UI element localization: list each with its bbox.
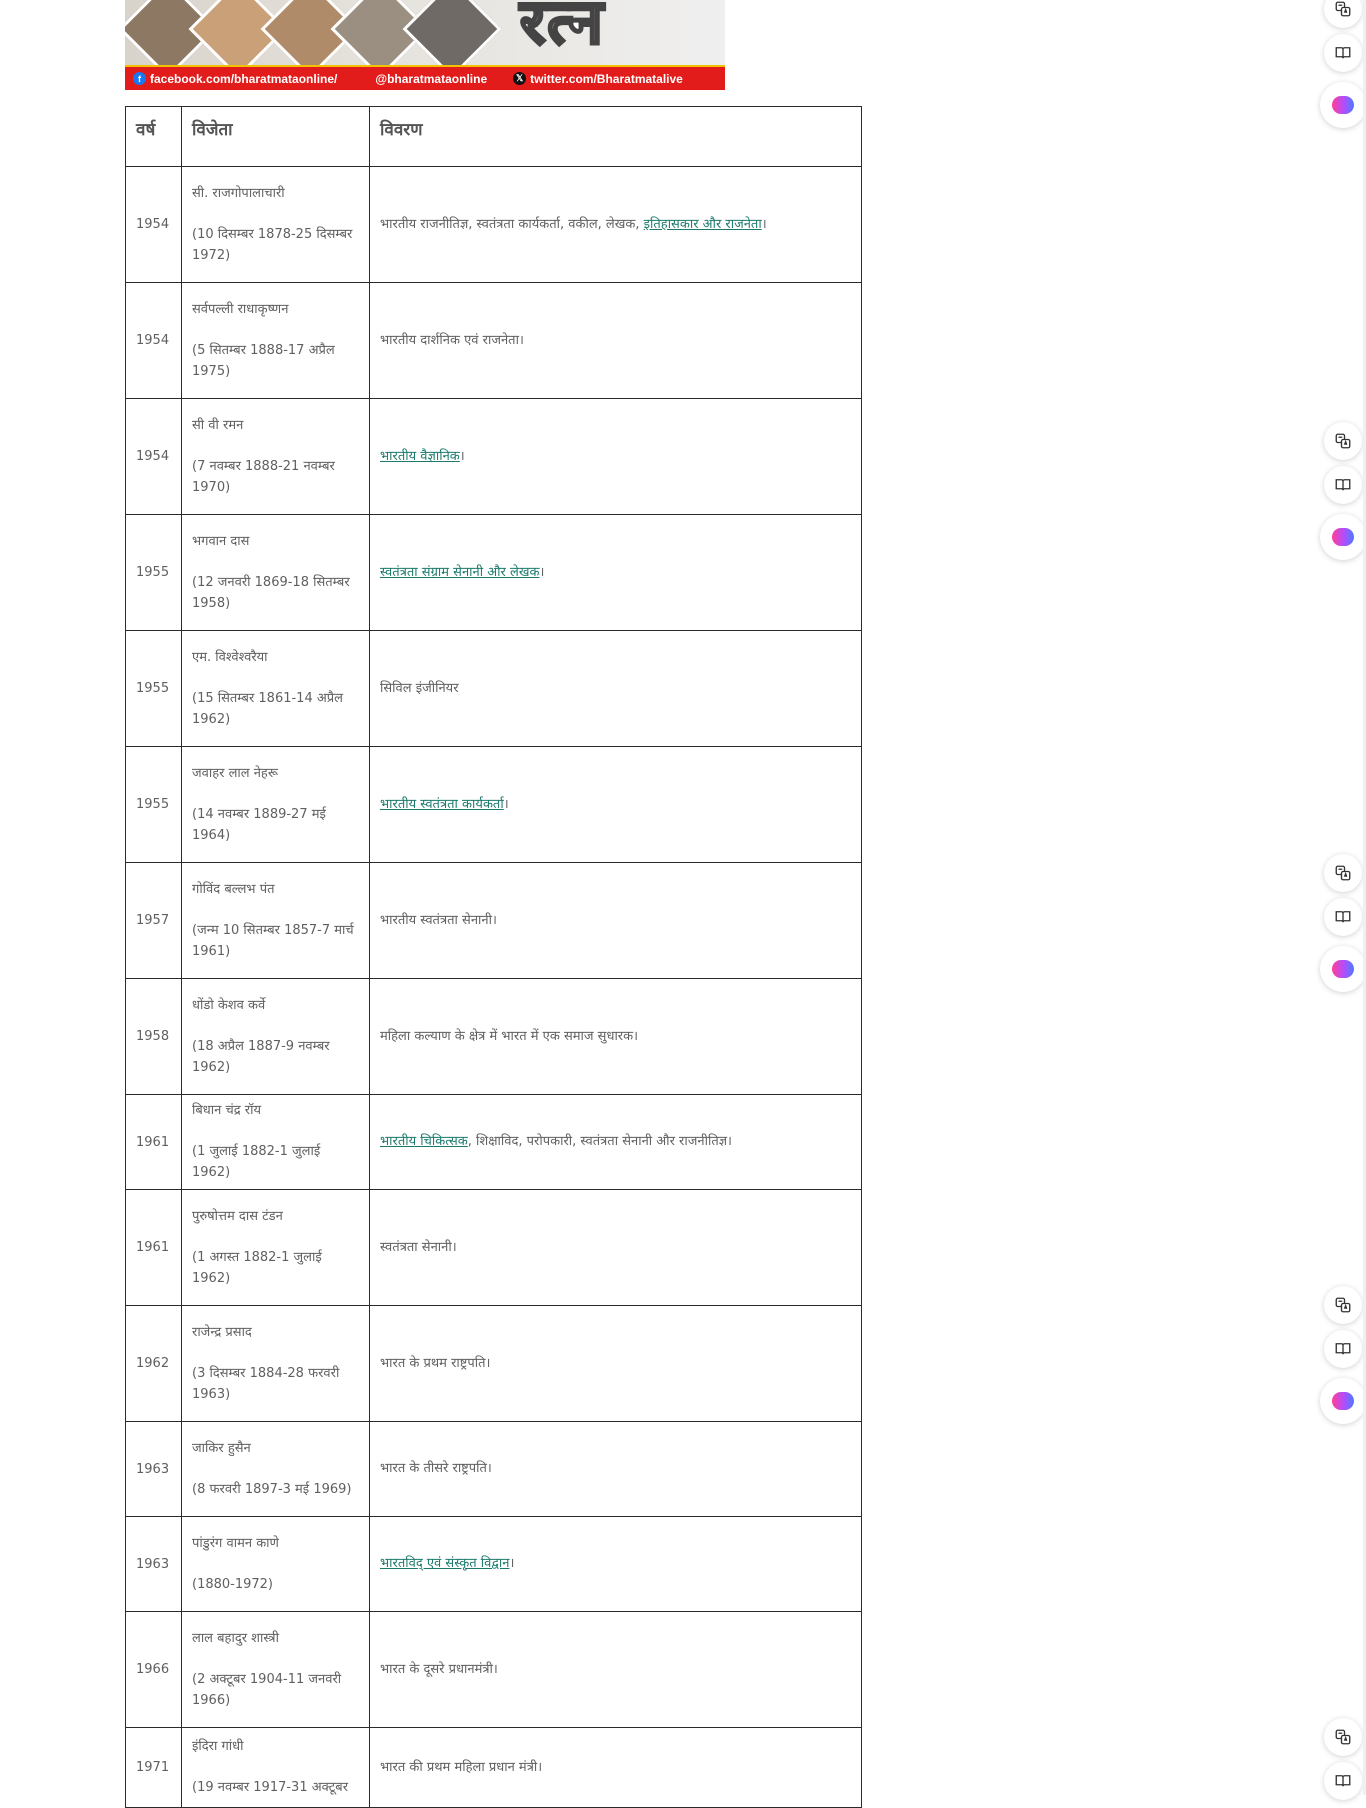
bharat-ratna-table <box>125 106 862 1808</box>
winner-lifespan: (15 सितम्बर 1861-14 अप्रैल 1962) <box>192 690 344 727</box>
winner-lifespan: (2 अक्टूबर 1904-11 जनवरी 1966) <box>192 1671 342 1708</box>
description-link[interactable]: भारतीय चिकित्सक <box>380 1134 468 1149</box>
twitter-handle[interactable] <box>513 72 683 86</box>
banner-title: रत्न <box>520 0 605 58</box>
award-year: 1955 <box>126 515 182 631</box>
award-year: 1958 <box>126 979 182 1095</box>
winner-name: इंदिरा गांधी <box>192 1739 244 1754</box>
description-cell <box>370 1095 862 1190</box>
translate-button[interactable] <box>1324 0 1362 28</box>
winner-cell <box>182 747 370 863</box>
winner-cell <box>182 399 370 515</box>
description-text: भारत की प्रथम महिला प्रधान मंत्री। <box>380 1759 543 1775</box>
x-icon: 𝕏 <box>513 72 526 85</box>
description-cell <box>370 399 862 515</box>
table-row <box>126 167 862 283</box>
description-cell <box>370 1728 862 1808</box>
winner-cell <box>182 515 370 631</box>
winner-name: राजेन्द्र प्रसाद <box>192 1324 252 1340</box>
winner-cell <box>182 1190 370 1306</box>
winner-lifespan: (19 नवम्बर 1917-31 अक्टूबर <box>192 1780 349 1795</box>
reader-button[interactable] <box>1324 1762 1362 1800</box>
winner-lifespan: (5 सितम्बर 1888-17 अप्रैल 1975) <box>192 342 335 379</box>
reader-button[interactable] <box>1324 898 1362 936</box>
translate-button[interactable] <box>1324 1286 1362 1324</box>
table-row <box>126 1306 862 1422</box>
award-year: 1963 <box>126 1422 182 1517</box>
winner-name: पांडुरंग वामन काणे <box>192 1535 279 1551</box>
winner-name: धोंडो केशव कर्वे <box>192 997 266 1013</box>
winner-name: सी. राजगोपालाचारी <box>192 185 285 201</box>
table-row <box>126 1095 862 1190</box>
award-year: 1966 <box>126 1612 182 1728</box>
winner-name: पुरुषोत्तम दास टंडन <box>192 1208 283 1224</box>
reader-icon <box>1334 476 1352 494</box>
description-cell <box>370 979 862 1095</box>
description-link[interactable]: भारतीय स्वतंत्रता कार्यकर्ता <box>380 796 504 812</box>
award-year: 1954 <box>126 283 182 399</box>
table-row <box>126 515 862 631</box>
winner-cell <box>182 1728 370 1808</box>
winner-cell <box>182 1517 370 1612</box>
winner-cell <box>182 1612 370 1728</box>
table-header-row <box>126 107 862 167</box>
winner-name: गोविंद बल्लभ पंत <box>192 881 275 897</box>
header-description: विवरण <box>370 107 862 167</box>
facebook-text: facebook.com/bharatmataonline/ <box>150 71 338 86</box>
award-year: 1957 <box>126 863 182 979</box>
ai-brain-button[interactable] <box>1320 1378 1366 1424</box>
description-text: स्वतंत्रता सेनानी। <box>380 1239 457 1255</box>
ai-brain-icon <box>1332 1392 1354 1410</box>
description-link[interactable]: स्वतंत्रता संग्राम सेनानी और लेखक <box>380 564 540 580</box>
winner-cell <box>182 283 370 399</box>
description-text: भारतीय दार्शनिक एवं राजनेता। <box>380 332 524 348</box>
winner-name: बिधान चंद्र रॉय <box>192 1103 262 1118</box>
ai-brain-button[interactable] <box>1320 946 1366 992</box>
award-year: 1961 <box>126 1190 182 1306</box>
winner-lifespan: (7 नवम्बर 1888-21 नवम्बर 1970) <box>192 458 335 495</box>
winner-name: लाल बहादुर शास्त्री <box>192 1630 279 1646</box>
table-row <box>126 1517 862 1612</box>
winner-lifespan: (जन्म 10 सितम्बर 1857-7 मार्च 1961) <box>192 922 354 959</box>
translate-icon <box>1334 1296 1352 1314</box>
award-year: 1955 <box>126 631 182 747</box>
award-year: 1955 <box>126 747 182 863</box>
winner-cell <box>182 631 370 747</box>
winner-cell <box>182 863 370 979</box>
table-body <box>126 167 862 1808</box>
facebook-handle[interactable] <box>133 72 337 86</box>
reader-button[interactable] <box>1324 34 1362 72</box>
winner-cell <box>182 979 370 1095</box>
table-row <box>126 399 862 515</box>
instagram-handle[interactable] <box>375 72 487 86</box>
table-row <box>126 979 862 1095</box>
winner-name: भगवान दास <box>192 533 250 549</box>
header-year: वर्ष <box>126 107 182 167</box>
description-suffix: । <box>539 564 545 580</box>
award-year: 1954 <box>126 399 182 515</box>
translate-icon <box>1334 0 1352 18</box>
description-suffix: । <box>509 1556 515 1571</box>
description-suffix: । <box>459 448 465 464</box>
description-text: भारत के प्रथम राष्ट्रपति। <box>380 1355 491 1371</box>
award-year: 1971 <box>126 1728 182 1808</box>
winner-name: सर्वपल्ली राधाकृष्णन <box>192 301 289 317</box>
description-text: सिविल इंजीनियर <box>380 680 459 696</box>
description-cell <box>370 1190 862 1306</box>
table-row <box>126 1728 862 1808</box>
table-row <box>126 1612 862 1728</box>
winner-cell <box>182 1422 370 1517</box>
description-cell <box>370 1306 862 1422</box>
description-text: भारत के तीसरे राष्ट्रपति। <box>380 1461 492 1476</box>
winner-lifespan: (1880-1972) <box>192 1576 274 1592</box>
description-cell <box>370 167 862 283</box>
reader-icon <box>1334 44 1352 62</box>
winner-lifespan: (14 नवम्बर 1889-27 मई 1964) <box>192 806 326 843</box>
reader-button[interactable] <box>1324 1330 1362 1368</box>
header-winner: विजेता <box>182 107 370 167</box>
table-row <box>126 1422 862 1517</box>
ai-brain-button[interactable] <box>1320 514 1366 560</box>
winner-cell <box>182 167 370 283</box>
description-suffix: । <box>503 796 509 812</box>
reader-icon <box>1334 908 1352 926</box>
winner-lifespan: (1 अगस्त 1882-1 जुलाई 1962) <box>192 1249 322 1286</box>
description-cell <box>370 863 862 979</box>
ai-brain-icon <box>1332 96 1354 114</box>
social-strip <box>125 65 725 90</box>
table-row <box>126 863 862 979</box>
twitter-text: twitter.com/Bharatmatalive <box>530 71 683 86</box>
winner-cell <box>182 1095 370 1190</box>
winner-name: जाकिर हुसैन <box>192 1440 251 1456</box>
description-cell <box>370 1612 862 1728</box>
description-cell <box>370 631 862 747</box>
description-cell <box>370 283 862 399</box>
table-row <box>126 1190 862 1306</box>
translate-button[interactable] <box>1324 1718 1362 1756</box>
award-year: 1962 <box>126 1306 182 1422</box>
award-year: 1961 <box>126 1095 182 1190</box>
instagram-text: @bharatmataonline <box>375 71 488 86</box>
description-text: महिला कल्याण के क्षेत्र में भारत में एक समाज सुधारक। <box>380 1028 639 1044</box>
description-cell <box>370 1422 862 1517</box>
reader-icon <box>1334 1772 1352 1790</box>
description-link[interactable]: भारतविद् एवं संस्कृत विद्वान <box>380 1556 510 1571</box>
reader-icon <box>1334 1340 1352 1358</box>
winner-name: सी वी रमन <box>192 417 244 433</box>
description-text: भारत के दूसरे प्रधानमंत्री। <box>380 1661 498 1677</box>
award-year: 1963 <box>126 1517 182 1612</box>
translate-button[interactable] <box>1324 422 1362 460</box>
winner-lifespan: (10 दिसम्बर 1878-25 दिसम्बर 1972) <box>192 226 353 263</box>
banner-artwork <box>125 0 725 65</box>
bharat-ratna-banner <box>125 0 725 90</box>
translate-icon <box>1334 864 1352 882</box>
description-link[interactable]: इतिहासकार और राजनेता <box>643 216 762 232</box>
winner-cell <box>182 1306 370 1422</box>
winner-name: एम. विश्वेश्वरैया <box>192 649 268 665</box>
facebook-icon: f <box>133 72 146 85</box>
winner-lifespan: (3 दिसम्बर 1884-28 फरवरी 1963) <box>192 1365 340 1402</box>
translate-button[interactable] <box>1324 854 1362 892</box>
description-link[interactable]: भारतीय वैज्ञानिक <box>380 448 460 464</box>
description-text: भारतीय स्वतंत्रता सेनानी। <box>380 912 497 928</box>
translate-icon <box>1334 432 1352 450</box>
winner-lifespan: (8 फरवरी 1897-3 मई 1969) <box>192 1481 352 1497</box>
award-year: 1954 <box>126 167 182 283</box>
translate-icon <box>1334 1728 1352 1746</box>
description-suffix: , शिक्षाविद, परोपकारी, स्वतंत्रता सेनानी और राजनीतिज्ञ। <box>467 1134 732 1149</box>
winner-lifespan: (18 अप्रैल 1887-9 नवम्बर 1962) <box>192 1038 330 1075</box>
description-suffix: । <box>761 216 767 232</box>
table-row <box>126 747 862 863</box>
winner-name: जवाहर लाल नेहरू <box>192 765 278 781</box>
table-row <box>126 631 862 747</box>
ai-brain-button[interactable] <box>1320 82 1366 128</box>
description-cell <box>370 515 862 631</box>
description-cell <box>370 747 862 863</box>
table-row <box>126 283 862 399</box>
ai-brain-icon <box>1332 960 1354 978</box>
reader-button[interactable] <box>1324 466 1362 504</box>
ai-brain-icon <box>1332 528 1354 546</box>
winner-lifespan: (12 जनवरी 1869-18 सितम्बर 1958) <box>192 574 350 611</box>
description-cell <box>370 1517 862 1612</box>
description-text: भारतीय राजनीतिज्ञ, स्वतंत्रता कार्यकर्ता, वकील, लेखक, <box>380 216 644 232</box>
winner-lifespan: (1 जुलाई 1882-1 जुलाई 1962) <box>192 1144 321 1180</box>
